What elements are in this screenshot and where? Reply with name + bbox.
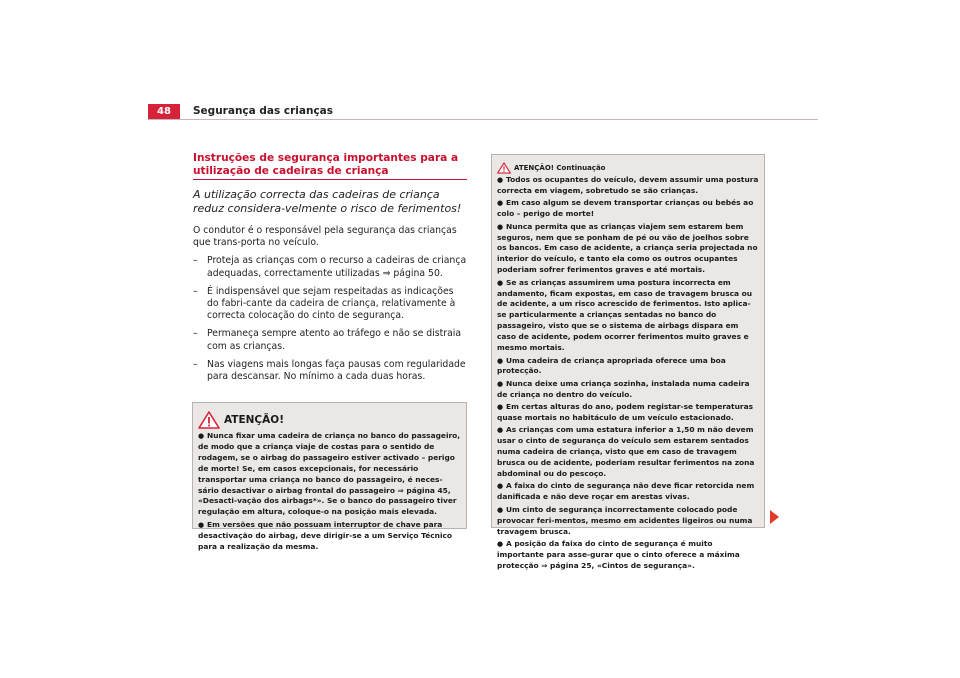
list-item: ● Nunca fixar uma cadeira de criança no banco do passageiro, de modo que a criança viaje de costas para o sentido de rodagem, se o airbag do passageiro estiver activado – perigo de morte! Se, em casos excepcionais, for necessário transportar uma criança no banco do passageiro, é neces-sário desactivar o airbag frontal do passageiro ⇒ página 45, «Desacti-vação dos airbags*». Se o banco do passageiro tiver regulação em altura, coloque-o na posição mais elevada. [198,431,461,517]
body-paragraph: O condutor é o responsável pela segurança das crianças que trans-porta no veículo. [193,225,457,249]
continue-arrow-icon [770,510,779,524]
list-item: ● Em certas alturas do ano, podem registar-se temperaturas quase mortais no habitáculo de um veículo estacionado. [497,402,754,423]
warning-title: ATENÇÃO! Continuação [514,164,606,172]
list-item: ● Todos os ocupantes do veículo, devem assumir uma postura correcta em viagem, sobretudo se são crianças. [497,175,759,195]
header-divider [148,119,818,120]
warning-list [198,431,461,553]
list-item: ● A faixa do cinto de segurança não deve ficar retorcida nem danificada e não deve roçar em arestas vivas. [497,481,755,502]
running-header: Segurança das crianças [193,105,334,117]
warning-header [497,161,759,175]
list-item: ● Nunca deixe uma criança sozinha, instalada numa cadeira de criança no dentro do veículo. [497,378,750,399]
warning-triangle-icon [497,162,511,174]
list-item: ● Se as crianças assumirem uma postura incorrecta em andamento, ficam expostas, em caso de travagem brusca ou de acidente, a um risco acrescido de ferimentos. Isto aplica-se particularmente a crianças sentadas no banco do passageiro, visto que se o sistema de airbags dispara em caso de acidente, podem ocorrer ferimentos muito graves e mesmo mortais. [497,277,753,353]
list-item: ● Em versões que não possuam interruptor de chave para desactivação do airbag, deve dirigir-se a um Serviço Técnico para a realização da mesma. [198,520,453,552]
list-item: ● Um cinto de segurança incorrectamente colocado pode provocar feri-mentos, mesmo em acidentes ligeiros ou numa travagem brusca. [497,504,753,536]
instruction-list [193,255,467,383]
warning-triangle-icon [198,411,220,429]
list-item: – Nas viagens mais longas faça pausas com regularidade para descansar. No mínimo a cada duas horas. [193,358,466,383]
warning-header [198,409,461,431]
warning-title: ATENÇÃO! [224,414,284,426]
warning-list [497,175,759,572]
warning-continued-box [491,154,765,570]
main-section [193,152,467,389]
list-item: ● As crianças com uma estatura inferior a 1,50 m não devem usar o cinto de segurança do veículo sem estarem sentados numa cadeira de criança, visto que em caso de travagem brusca ou de acidente, poderiam resultar ferimentos na zona abdominal ou do pescoço. [497,425,755,479]
list-item: ● Nunca permita que as crianças viajem sem estarem bem seguros, nem que se ponham de pé ou vão de joelhos sobre os bancos. Em caso de acidente, a criança seria projectada no interior do veículo, e tanto ela como os outros ocupantes poderiam sofrer ferimentos graves e até mortais. [497,221,758,275]
list-item: ● Uma cadeira de criança apropriada oferece uma boa protecção. [497,355,726,376]
list-item: – Proteja as crianças com o recurso a cadeiras de criança adequadas, correctamente utilizadas ⇒ página 50. [193,255,467,279]
list-item: – Permaneça sempre atento ao tráfego e não se distraia com as crianças. [193,328,462,352]
list-item: – É indispensável que sejam respeitadas as indicações do fabri-cante da cadeira de criança, relativamente à correcta colocação do cinto de segurança. [193,285,456,322]
section-title: Instruções de segurança importantes para a utilização de cadeiras de criança [193,152,467,180]
section-intro: A utilização correcta das cadeiras de criança reduz considera-velmente o risco de ferimentos! [193,188,462,215]
page-number: 48 [148,104,180,119]
list-item: ● A posição da faixa do cinto de segurança é muito importante para asse-gurar que o cinto oferece a máxima protecção ⇒ página 25, «Cintos de segurança». [497,539,740,570]
warning-box [192,402,467,552]
list-item: ● Em caso algum se devem transportar crianças ou bebés ao colo – perigo de morte! [497,198,754,219]
